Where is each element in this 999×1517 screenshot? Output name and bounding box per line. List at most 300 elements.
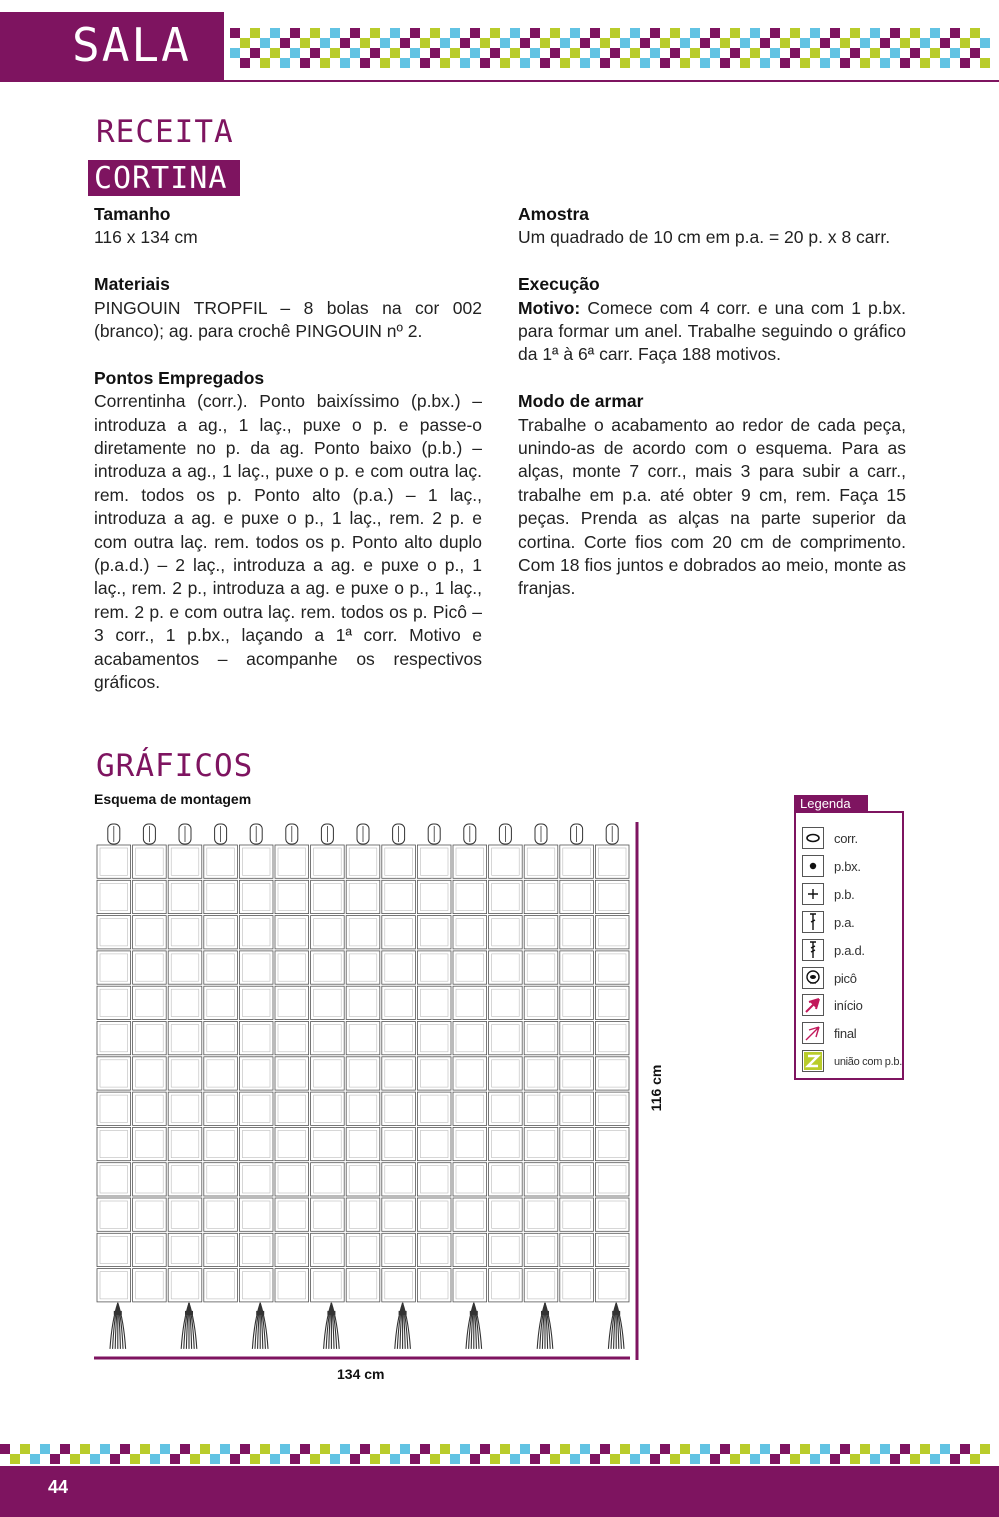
execution-text: Comece com 4 corr. e una com 1 p.bx. para formar um anel. Trabalhe seguindo o gráfico da 1ª à 6ª carr. Faça 188 motivos. [518,297,906,365]
motif-square [239,1092,273,1125]
motif-square [311,951,345,984]
checker-square [310,48,320,58]
checker-square [560,1444,570,1454]
motif-square [346,1092,380,1125]
checker-square [470,1454,480,1464]
motif-square [382,951,416,984]
motif-square [133,845,167,878]
motif-square [311,1233,345,1266]
checker-square [920,58,930,68]
checker-square [230,48,240,58]
motif-square [168,986,202,1019]
checker-square [370,28,380,38]
checker-square [640,38,650,48]
fringe-knot [327,1311,335,1315]
motif-square [239,951,273,984]
legend-item [802,994,902,1020]
checker-square [690,48,700,58]
checker-square [360,38,370,48]
motif-square [453,1233,487,1266]
checker-square [950,1454,960,1464]
motif-square [168,1057,202,1090]
checker-square [360,58,370,68]
motif-square [239,845,273,878]
motif-square [275,1233,309,1266]
checker-square [380,38,390,48]
motif-square [311,1198,345,1231]
checker-square [830,48,840,58]
motif-square [560,845,594,878]
motif-square [453,1269,487,1302]
checker-square [110,1454,120,1464]
motif-square [346,916,380,949]
checker-square [610,28,620,38]
motif-square [489,1127,523,1160]
checker-square [770,1454,780,1464]
checker-square [880,38,890,48]
motif-square [97,1233,131,1266]
motif-square [311,1163,345,1196]
checker-square [360,1444,370,1454]
motif-square [524,1163,558,1196]
checker-square [20,1444,30,1454]
motif-square [311,845,345,878]
checker-square [710,1454,720,1464]
motif-square [560,986,594,1019]
checker-square [860,38,870,48]
motif-square [275,1127,309,1160]
checker-square [410,28,420,38]
motif-square [453,1092,487,1125]
checker-square [600,1444,610,1454]
checker-square [430,48,440,58]
checker-square [440,38,450,48]
checker-square [90,1454,100,1464]
motif-square [346,1198,380,1231]
checker-square [430,1454,440,1464]
checker-square [920,38,930,48]
checker-square [690,1454,700,1464]
checker-square [840,38,850,48]
motif-square [489,916,523,949]
checker-square [970,48,980,58]
checker-square [130,1454,140,1464]
checker-square [520,38,530,48]
checker-square [520,58,530,68]
checker-square [590,48,600,58]
motif-square [275,916,309,949]
checker-square [500,58,510,68]
motif-square [168,1269,202,1302]
checker-square [870,1454,880,1464]
motif-square [382,1233,416,1266]
checker-square [940,1444,950,1454]
motif-square [204,916,238,949]
motif-square [453,1127,487,1160]
motif-square [453,1022,487,1055]
checker-square [770,48,780,58]
motif-square [133,916,167,949]
motif-square [560,1198,594,1231]
checker-square [300,58,310,68]
checker-square [790,48,800,58]
motif-square [133,1022,167,1055]
checker-square [480,1444,490,1454]
checker-square [520,1444,530,1454]
motif-square [524,845,558,878]
motif-square [311,1022,345,1055]
checker-square [120,1444,130,1454]
checker-square [720,1444,730,1454]
motif-square [560,1092,594,1125]
checker-square [900,1444,910,1454]
motif-square [311,1092,345,1125]
checker-square [160,1444,170,1454]
legend-item [802,1050,902,1076]
checker-square [970,28,980,38]
checker-square [760,1444,770,1454]
checker-square [570,28,580,38]
checker-square [680,38,690,48]
checker-square [590,28,600,38]
checker-square [830,28,840,38]
motif-square [560,1022,594,1055]
checker-square [820,58,830,68]
motif-square [168,1198,202,1231]
checker-square [80,1444,90,1454]
motif-square [453,951,487,984]
size-heading: Tamanho [94,204,171,224]
checker-square [770,28,780,38]
checker-square [350,28,360,38]
checker-square [350,48,360,58]
checker-square [730,28,740,38]
checker-square [270,1454,280,1464]
section-title: SALA [72,18,191,72]
motif-square [524,916,558,949]
checker-square [420,58,430,68]
checker-square [660,38,670,48]
checker-square [400,1444,410,1454]
checker-square [390,1454,400,1464]
checker-square [290,28,300,38]
checker-square [250,28,260,38]
legend-item-label: início [834,998,863,1014]
motif-square [417,1233,451,1266]
checker-square [840,1444,850,1454]
legend-item [802,827,902,853]
motif-square [133,1163,167,1196]
motif-square [524,1092,558,1125]
checker-square [210,1454,220,1464]
checker-square [790,28,800,38]
motif-square [560,1233,594,1266]
motif-square [595,845,629,878]
checker-square [900,38,910,48]
checker-square [790,1454,800,1464]
checker-square [620,38,630,48]
checker-square [310,1454,320,1464]
checker-square [280,1444,290,1454]
motif-square [133,1092,167,1125]
motif-square [275,1269,309,1302]
motif-square [133,880,167,913]
checker-square [670,28,680,38]
size-text: 116 x 134 cm [94,227,198,248]
motif-square [275,880,309,913]
motif-square [97,951,131,984]
checker-square [650,28,660,38]
motif-square [168,880,202,913]
dot-icon [802,855,824,877]
checker-square [490,28,500,38]
motif-square [560,880,594,913]
checker-square [910,48,920,58]
checker-square [270,48,280,58]
checker-square [500,38,510,48]
checker-square [850,48,860,58]
checker-square [330,48,340,58]
motif-square [595,1233,629,1266]
checker-square [480,58,490,68]
checker-square [830,1454,840,1464]
checker-square [350,1454,360,1464]
checker-square [650,48,660,58]
checker-square [540,38,550,48]
motif-square [168,845,202,878]
motif-square [97,916,131,949]
checker-square [930,28,940,38]
checker-square [450,48,460,58]
checker-square [490,1454,500,1464]
motif-square [311,1269,345,1302]
checker-square [720,38,730,48]
checker-square [290,48,300,58]
checker-square [870,48,880,58]
checker-square [810,28,820,38]
checker-square [190,1454,200,1464]
checker-square [780,1444,790,1454]
checker-square [860,58,870,68]
checker-square [440,58,450,68]
checker-square [700,1444,710,1454]
motif-square [595,1022,629,1055]
checker-square [400,38,410,48]
checker-square [880,1444,890,1454]
checker-square [980,38,990,48]
checker-square [540,58,550,68]
fringe-knot [612,1311,620,1315]
legend-item [802,883,902,909]
motif-square [453,880,487,913]
checker-square [540,1444,550,1454]
motif-square [168,1233,202,1266]
motif-square [346,1127,380,1160]
checker-square [420,1444,430,1454]
checker-square [510,48,520,58]
checker-square [450,1454,460,1464]
motif-square [489,1057,523,1090]
motif-square [239,1269,273,1302]
graphics-title: GRÁFICOS [96,748,254,784]
checker-square [960,1444,970,1454]
checker-square [640,1444,650,1454]
motif-square [97,1127,131,1160]
checker-square [630,1454,640,1464]
motif-square [595,1057,629,1090]
fringe-knot [256,1311,264,1315]
motif-square [489,1198,523,1231]
motif-square [382,986,416,1019]
motif-square [524,1198,558,1231]
checker-square [740,58,750,68]
motif-square [489,845,523,878]
checker-square [730,1454,740,1464]
motif-square [417,916,451,949]
motif-square [204,1022,238,1055]
left-column [94,203,482,718]
checker-square [240,1444,250,1454]
checker-square [440,1444,450,1454]
plus-icon [802,883,824,905]
motif-square [346,1233,380,1266]
motif-square [382,880,416,913]
checker-square [760,58,770,68]
checker-square [230,28,240,38]
motif-square [417,986,451,1019]
motif-square [168,1163,202,1196]
checker-square [860,1444,870,1454]
checker-square [470,28,480,38]
motif-square [97,1269,131,1302]
motif-square [311,986,345,1019]
checker-square [150,1454,160,1464]
checker-square [740,1444,750,1454]
motif-square [133,986,167,1019]
motif-square [168,951,202,984]
checker-square [490,48,500,58]
checker-square [230,1454,240,1464]
motif-square [97,1198,131,1231]
checker-square [640,58,650,68]
checker-square [700,38,710,48]
motif-square [453,986,487,1019]
checker-square [750,1454,760,1464]
checker-square [430,28,440,38]
motif-square [595,1163,629,1196]
motif-square [239,1127,273,1160]
checker-square [710,28,720,38]
checker-square [340,58,350,68]
checker-square [690,28,700,38]
checker-square [630,28,640,38]
checker-square [100,1444,110,1454]
motif-square [417,1127,451,1160]
end-arrow-icon [802,1022,824,1044]
footer-band [0,1466,999,1517]
checker-square [410,48,420,58]
checker-square [560,38,570,48]
motif-square [382,1198,416,1231]
width-dimension-label: 134 cm [337,1366,385,1382]
motif-square [417,1092,451,1125]
checker-square [250,48,260,58]
chain-oval-icon [802,827,824,849]
treble-crochet-icon [802,939,824,961]
height-dimension-label: 116 cm [648,1064,664,1112]
checker-square [670,1454,680,1464]
checker-square [380,1444,390,1454]
motif-square [346,880,380,913]
execution-heading: Execução [518,274,600,295]
motif-square [239,986,273,1019]
checker-square [530,48,540,58]
checker-square [880,58,890,68]
checker-square [240,38,250,48]
motif-square [524,1022,558,1055]
motif-square [489,1092,523,1125]
checker-square [940,58,950,68]
checker-square [530,1454,540,1464]
checker-square [820,38,830,48]
legend-item [802,911,902,937]
legend-box [794,811,904,1080]
checker-square [70,1454,80,1464]
picot-icon [802,967,824,989]
checker-pattern-bottom [0,1444,999,1466]
checker-square [670,48,680,58]
checker-square [940,38,950,48]
recipe-kicker: RECEITA [96,114,234,150]
stitches-heading: Pontos Empregados [94,367,265,388]
checker-square [140,1444,150,1454]
stitches-text: Correntinha (corr.). Ponto baixíssimo (p.bx.) – introduza a ag., 1 laç., puxe o p. e passe-o diretamente no p. da ag. Ponto baixo (p.b.) – introduza a ag., 1 laç., puxe o p. e com outra laç. rem. todos os p. Ponto alto (p.a.) – 1 laç., introduza a ag. e puxe o p., 1 laç., rem. 2 p. e com outra laç. rem. todos os p. Ponto alto duplo (p.a.d.) – 2 laç., introduza a ag. e puxe o p., 1 laç., rem. 2 p., introduza a ag. e puxe o p., 1 laç., rem. 2 p. e com outra laç. rem. todos os p. Picô – 3 corr., 1 p.bx., laçando a 1ª corr. Motivo e acabamentos – acompanhe os respectivos gráficos. [94,391,482,693]
checker-square [280,58,290,68]
motif-square [346,1163,380,1196]
motif-square [595,1092,629,1125]
motif-square [346,845,380,878]
motif-square [239,916,273,949]
motif-square [524,1057,558,1090]
checker-square [870,28,880,38]
recipe-title: CORTINA [94,161,228,196]
assembly-text: Trabalhe o acabamento ao redor de cada peça, unindo-as de acordo com o esquema. Para as alças, monte 7 corr., mais 3 para subir a carr., trabalhe em p.a. até obter 9 cm, rem. Faça 15 peças. Prenda as alças na parte superior da cortina. Corte fios com 20 cm de comprimento. Com 18 fios juntos e dobrados ao meio, monte as franjas. [518,414,906,599]
motif-square [311,916,345,949]
checker-square [370,48,380,58]
legend-item-label: corr. [834,831,858,846]
diagram-label: Esquema de montagem [94,791,252,807]
checker-square [910,28,920,38]
checker-square [480,38,490,48]
checker-square [460,58,470,68]
motif-square [453,1163,487,1196]
checker-square [500,1444,510,1454]
motif-square [204,1198,238,1231]
start-arrow-icon [802,994,824,1016]
checker-square [890,1454,900,1464]
materials-text: PINGOUIN TROPFIL – 8 bolas na cor 002 (branco); ag. para crochê PINGOUIN nº 2. [94,297,482,342]
motif-square [453,916,487,949]
motif-square [275,1092,309,1125]
checker-square [570,1454,580,1464]
checker-square [950,48,960,58]
motif-square [595,1198,629,1231]
motif-square [97,845,131,878]
motif-square [595,986,629,1019]
motif-square [204,1092,238,1125]
fringe-knot [541,1311,549,1315]
checker-square [650,1454,660,1464]
